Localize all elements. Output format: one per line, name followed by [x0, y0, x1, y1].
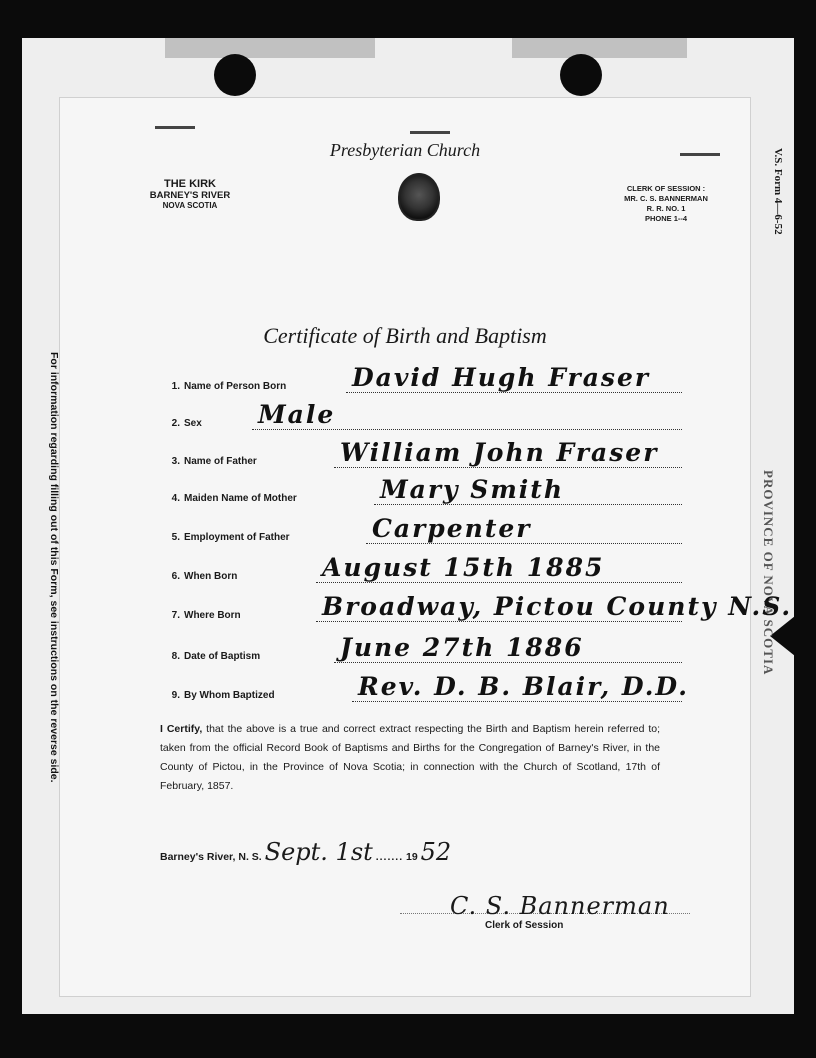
issue-date-line: Barney's River, N. S. Sept. 1st ....... 19 52 [160, 838, 452, 866]
field-number: 1. [171, 381, 180, 392]
field-number: 2. [171, 418, 180, 429]
field-label: Employment of Father [184, 532, 290, 543]
field-handwritten-value: Carpenter [372, 514, 532, 543]
field-handwritten-value: Broadway, Pictou County N.S. [322, 592, 793, 621]
field-label: Sex [184, 418, 202, 429]
certification-text: I Certify, that the above is a true and correct extract respecting the Birth and Baptism herein referred to; taken from the official Record Book of Baptisms and Births for the Congregation of Barney's River, in the County of Pictou, in the Province of Nova Scotia; in connection with the Church of Scotland, 17th of February, 1857. [160, 723, 661, 792]
field-label: Where Born [184, 610, 241, 621]
church-name: Presbyterian Church [329, 140, 481, 160]
field-label: By Whom Baptized [184, 690, 275, 701]
field-handwritten-value: Mary Smith [380, 475, 565, 504]
field-handwritten-value: David Hugh Fraser [352, 363, 651, 392]
field-number: 5. [171, 532, 180, 543]
punch-hole-left [214, 54, 256, 96]
field-handwritten-value: William John Fraser [340, 438, 659, 467]
field-number: 4. [171, 493, 180, 504]
field-label: Name of Father [184, 456, 257, 467]
clerk-info: CLERK OF SESSION : MR. C. S. BANNERMAN R. R. NO. 1 PHONE 1--4 [624, 184, 708, 223]
reverse-side-note: For information regarding filling out of this Form, see instructions on the reverse side. [48, 352, 60, 783]
field-label: Name of Person Born [184, 381, 287, 392]
field-handwritten-value: August 15th 1885 [322, 553, 605, 582]
signature-label: Clerk of Session [485, 920, 564, 931]
tape-strip-right [512, 38, 687, 58]
field-label: When Born [184, 571, 238, 582]
field-handwritten-value: Rev. D. B. Blair, D.D. [358, 672, 689, 701]
certificate-title: Certificate of Birth and Baptism [263, 323, 547, 348]
church-seal-icon [398, 173, 440, 221]
tape-strip-left [165, 38, 375, 58]
field-number: 9. [171, 690, 180, 701]
field-handwritten-value: June 27th 1886 [340, 633, 584, 662]
field-number: 6. [171, 571, 180, 582]
field-number: 8. [171, 651, 180, 662]
field-number: 3. [171, 456, 180, 467]
field-number: 7. [171, 610, 180, 621]
clerk-signature: C. S. Bannerman [450, 892, 670, 920]
staple-mark [410, 131, 450, 134]
field-label: Maiden Name of Mother [184, 493, 297, 504]
kirk-address: THE KIRK BARNEY'S RIVER NOVA SCOTIA [149, 178, 231, 210]
form-number: V.S. Form 4—6-52 [772, 148, 784, 235]
field-label: Date of Baptism [184, 651, 261, 662]
province-stamp: PROVINCE OF NOVA SCOTIA [761, 470, 776, 676]
punch-hole-right [560, 54, 602, 96]
field-handwritten-value: Male [258, 400, 336, 429]
staple-mark [155, 126, 195, 129]
